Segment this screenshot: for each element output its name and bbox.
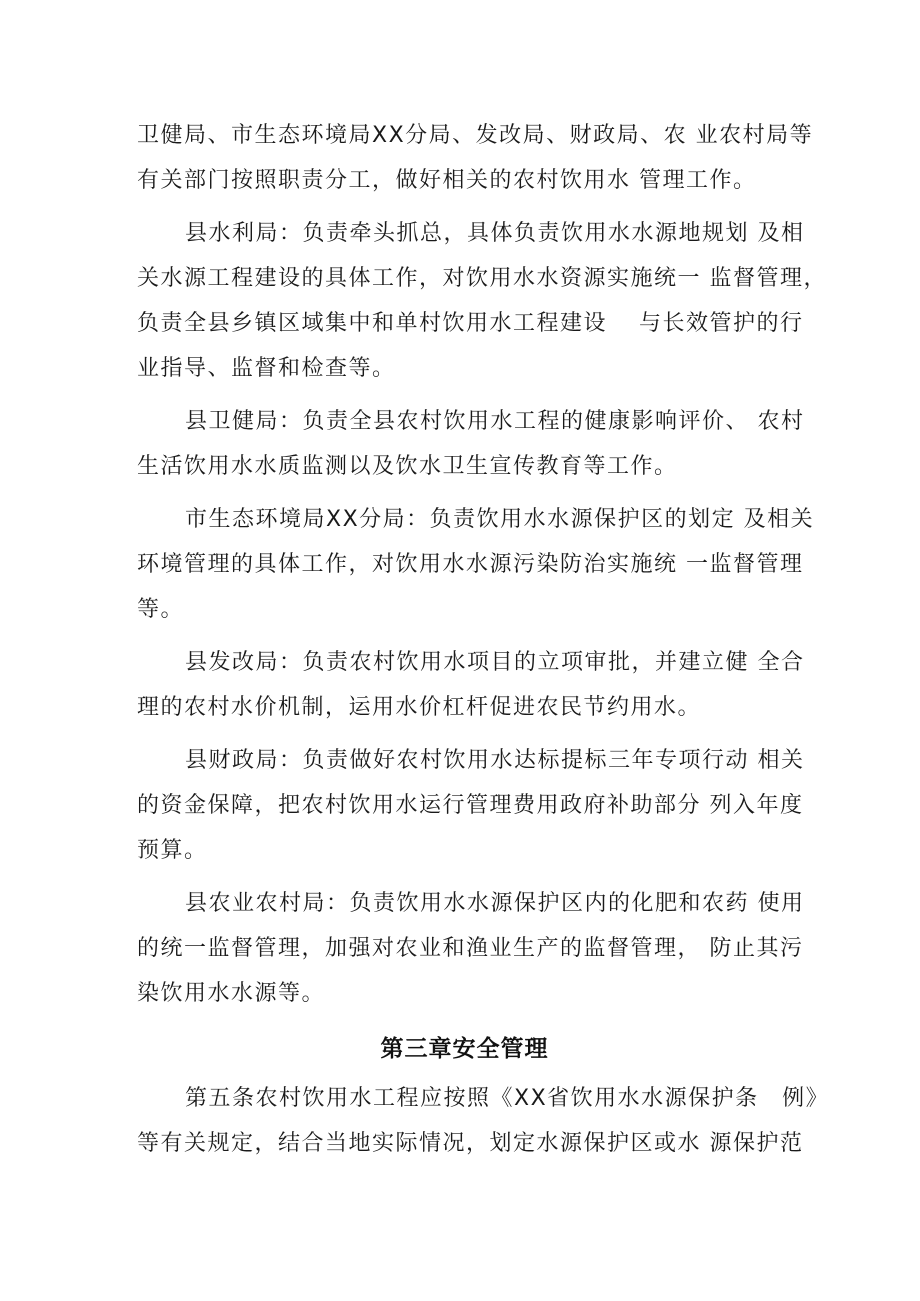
- text-line: 环境管理的具体工作，对饮用水水源污染防治实施统 一监督管理: [137, 552, 804, 577]
- text-line: 等有关规定，结合当地实际情况，划定水源保护区或水 源保护范: [137, 1131, 804, 1156]
- text-line: 第五条农村饮用水工程应按照《XX省饮用水水源保护条 例》: [185, 1086, 830, 1111]
- text-line: 县财政局：负责做好农村饮用水达标提标三年专项行动 相关: [185, 748, 805, 773]
- paragraph-water-bureau: [137, 211, 827, 391]
- paragraph-agriculture-bureau: [137, 881, 805, 1016]
- text-line: 市生态环境局XX分局：负责饮用水水源保护区的划定 及相关: [185, 507, 815, 532]
- text-line: 负责全县乡镇区域集中和单村饮用水工程建设 与长效管护的行: [137, 311, 804, 336]
- paragraph-article-five: [137, 1076, 830, 1166]
- text-line: 染饮用水水源等。: [137, 981, 326, 1006]
- text-line: 业指导、监督和检查等。: [137, 356, 396, 381]
- paragraph-ecology-bureau: [137, 497, 815, 632]
- text-line: 生活饮用水水质监测以及饮水卫生宣传教育等工作。: [137, 454, 678, 479]
- text-line: 县水利局：负责牵头抓总，具体负责饮用水水源地规划 及相: [185, 221, 805, 246]
- text-line: 理的农村水价机制，运用水价杠杆促进农民节约用水。: [137, 695, 702, 720]
- chapter-title: 第三章安全管理: [380, 1036, 549, 1062]
- text-line: 县卫健局：负责全县农村饮用水工程的健康影响评价、 农村: [185, 409, 805, 434]
- text-line: 关水源工程建设的具体工作，对饮用水水资源实施统一 监督管理，: [137, 266, 827, 291]
- text-line: 预算。: [137, 838, 208, 863]
- text-line: 的统一监督管理，加强对农业和渔业生产的监督管理， 防止其污: [137, 936, 804, 961]
- text-line: 县发改局：负责农村饮用水项目的立项审批，并建立健 全合: [185, 650, 805, 675]
- paragraph-health-bureau: [137, 399, 805, 489]
- text-line: 有关部门按照职责分工，做好相关的农村饮用水 管理工作。: [137, 168, 757, 193]
- text-line: 等。: [137, 597, 185, 622]
- paragraph-finance-bureau: [137, 738, 805, 873]
- paragraph-development-bureau: [137, 640, 805, 730]
- text-line: 卫健局、市生态环境局XX分局、发改局、财政局、农 业农村局等: [137, 123, 814, 148]
- document-body: [137, 113, 830, 1174]
- text-line: 的资金保障，把农村饮用水运行管理费用政府补助部分 列入年度: [137, 793, 804, 818]
- paragraph-responsibility-intro: [137, 113, 814, 203]
- text-line: 县农业农村局：负责饮用水水源保护区内的化肥和农药 使用: [185, 891, 805, 916]
